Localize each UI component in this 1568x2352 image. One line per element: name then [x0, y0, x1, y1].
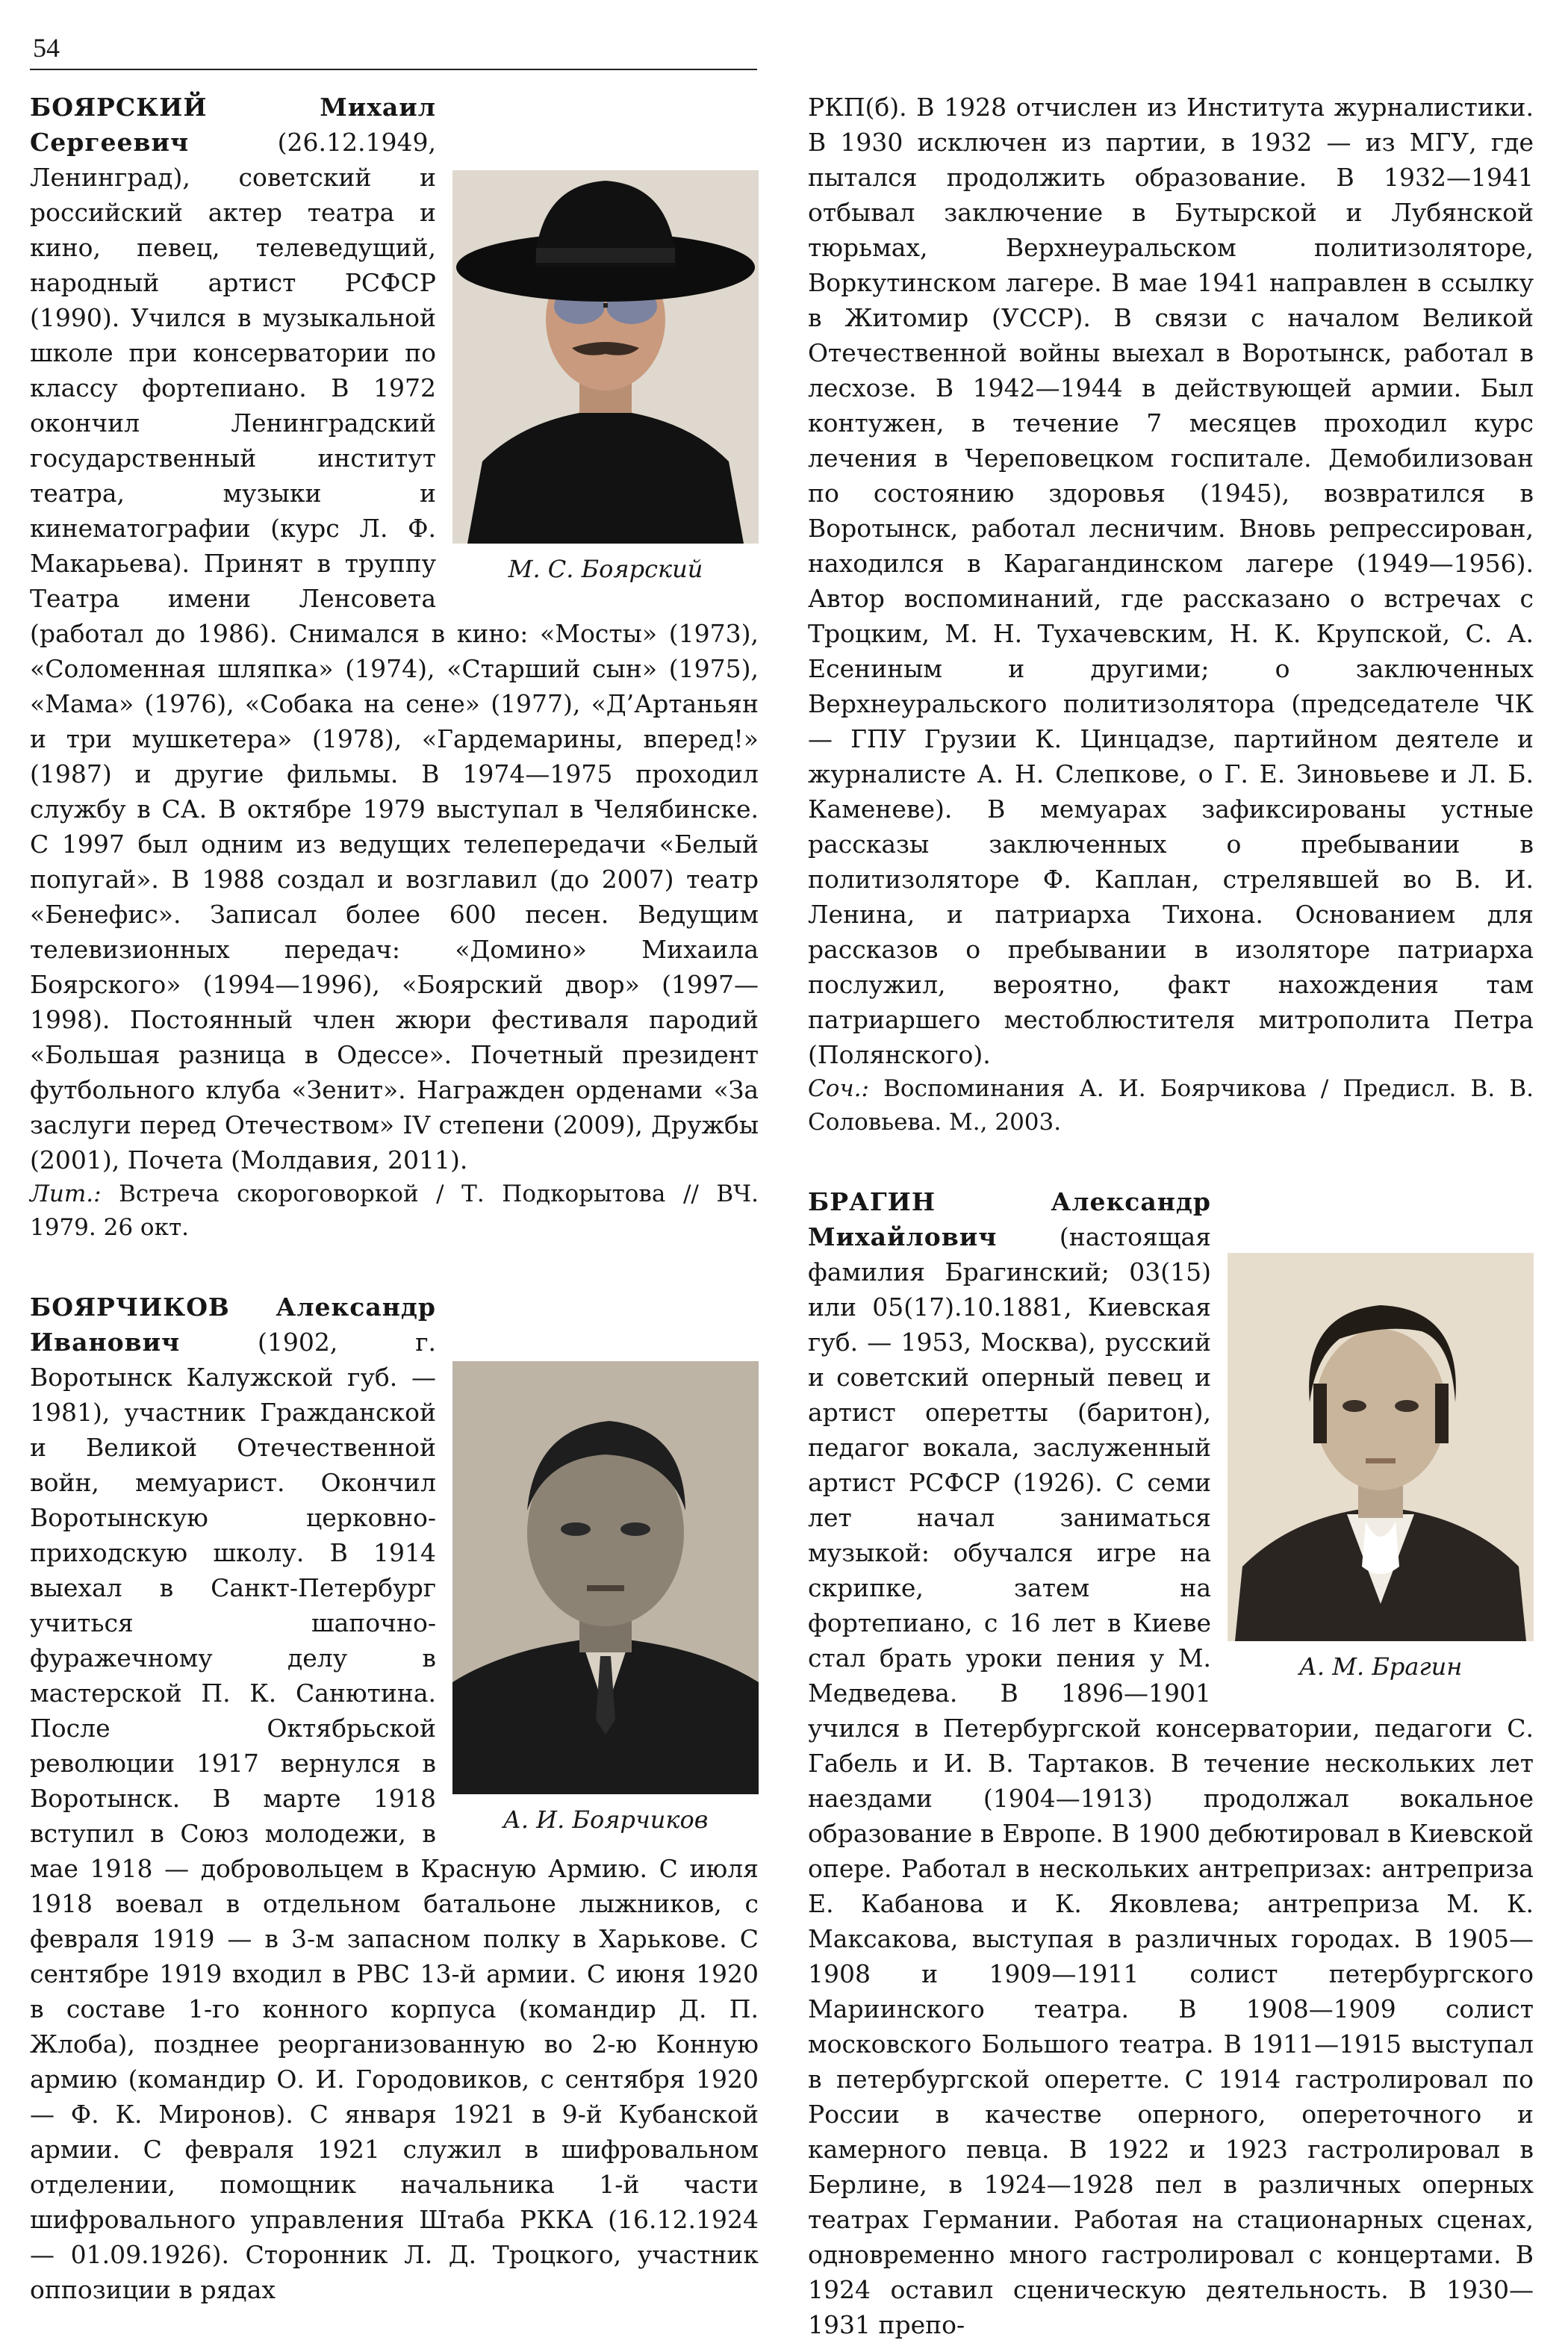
boyarsky-headword: БОЯРСКИЙ Михаил Сергеевич: [30, 93, 436, 157]
entry-boyarsky: [30, 90, 759, 1245]
boyarchikov-photo: [452, 1361, 759, 1794]
bragin-body: (настоящая фамилия Брагинский; 03(15) или 05(17).10.1881, Киевская губ. — 1953, Москва), русский и советский оперный певец и артист оперетты (баритон), педагог вокала, заслуженный артист РСФСР (1926). С семи лет начал заниматься музыкой: обучался игре на скрипке, затем на фортепиано, с 16 лет в Киеве стал брать уроки пения у М. Медведева. В 1896—1901 учился в Петербургской консерватории, педагоги С. Габель и И. В. Тартаков. В течение нескольких лет наездами (1904—1913) продолжал вокальное образование в Европе. В 1900 дебютировал в Киевской опере. Работал в нескольких антрепризах: антреприза Е. Кабанова и К. Яковлева; антреприза М. К. Максакова, выступая в различных городах. В 1905—1908 и 1909—1911 солист петербургского Мариинского театра. В 1908—1909 солист московского Большого театра. В 1911—1915 выступал в петербургской оперетте. С 1914 гастролировал по России в качестве оперного, опереточного и камерного певца. В 1922 и 1923 гастролировал в Берлине, в 1924—1928 пел в различных оперных театрах Германии. Работая на стационарных сценах, одновременно много гастролировал с концертами. В 1924 оставил сценическую деятельность. В 1930—1931 препо-: [808, 1222, 1534, 2339]
header-rule: [30, 69, 757, 70]
boyarchikov-caption: А. И. Боярчиков: [503, 1805, 709, 1834]
boyarsky-photo: [452, 170, 759, 544]
right-column: [808, 90, 1534, 2339]
boyarchikov-text-continued: РКП(б). В 1928 отчислен из Института журналистики. В 1930 исключен из партии, в 1932 — из МГУ, где пытался продолжить образование. В 1932—1941 отбывал заключение в Бутырской и Лубянской тюрьмах, Верхнеуральском политизоляторе, Воркутинском лагере. В мае 1941 направлен в ссылку в Житомир (УССР). В связи с началом Великой Отечественной войны выехал в Воротынск, работал в лесхозе. В 1942—1944 в действующей армии. Был контужен, в течение 7 месяцев проходил курс лечения в Череповецком госпитале. Демобилизован по состоянию здоровья (1945), возвратился в Воротынск, работал лесничим. Вновь репрессирован, находился в Карагандинском лагере (1949—1956). Автор воспоминаний, где рассказано о встречах с Троцким, М. Н. Тухачевским, Н. К. Крупской, С. А. Есениным и другими; о заключенных Верхнеуральского политизолятора (председателе ЧК — ГПУ Грузии К. Цинцадзе, партийном деятеле и журналисте А. Н. Слепкове, о Г. Е. Зиновьеве и Л. Б. Каменеве). В мемуарах зафиксированы устные рассказы заключенных о пребывании в политизоляторе Ф. Каплан, стрелявшей во В. И. Ленина, и патриарха Тихона. Основанием для рассказов о пребывании в изоляторе патриарха послужил, вероятно, факт нахождения там патриаршего местоблюстителя митрополита Петра (Полянского).: [808, 93, 1534, 1069]
entry-boyarchikov: [30, 1289, 759, 2307]
boyarsky-caption: М. С. Боярский: [508, 555, 703, 583]
boyarsky-lit-label: Лит.:: [30, 1180, 102, 1207]
page-number: 54: [33, 33, 60, 63]
entry-spacer: [30, 1245, 759, 1289]
boyarchikov-body: (1902, г. Воротынск Калужской губ. — 1981), участник Гражданской и Великой Отечественной войн, мемуарист. Окончил Воротынскую церковно-приходскую школу. В 1914 выехал в Санкт-Петербург учиться шапочно-фуражечному делу в мастерской П. К. Санютина. После Октябрьской революции 1917 вернулся в Воротынск. В марте 1918 вступил в Союз молодежи, в мае 1918 — добровольцем в Красную Армию. С июля 1918 воевал в отдельном батальоне лыжников, с февраля 1919 — в 3-м запасном полку в Харькове. С сентябре 1919 входил в РВС 13-й армии. С июня 1920 в составе 1-го конного корпуса (командир Д. П. Жлоба), позднее реорганизованную во 2-ю Конную армию (командир О. И. Городовиков, с сентября 1920 — Ф. К. Миронов). С января 1921 в 9-й Кубанской армии. С февраля 1921 служил в шифровальном отделении, помощник начальника 1-й части шифровального управления Штаба РККА (16.12.1924 — 01.09.1926). Сторонник Л. Д. Троцкого, участник оппозиции в рядах: [30, 1328, 759, 2304]
boyarsky-figure: [452, 170, 759, 585]
entry-bragin: [808, 1184, 1534, 2342]
bragin-caption: А. М. Брагин: [1298, 1652, 1463, 1681]
boyarchikov-works-text: Воспоминания А. И. Боярчикова / Предисл. В. В. Соловьева. М., 2003.: [808, 1075, 1534, 1136]
left-column: [30, 90, 759, 2322]
entry-boyarchikov-continued: [808, 90, 1534, 1139]
boyarchikov-works: [808, 1072, 1534, 1139]
entry-spacer: [808, 1139, 1534, 1184]
bragin-headword: БРАГИН Александр Михайлович: [808, 1187, 1211, 1251]
bragin-photo: [1228, 1253, 1534, 1641]
boyarchikov-headword: БОЯРЧИКОВ Александр Иванович: [30, 1292, 436, 1357]
bragin-figure: [1228, 1253, 1534, 1683]
boyarsky-literature: [30, 1177, 759, 1245]
boyarsky-lit-text: Встреча скороговоркой / Т. Подкорытова // ВЧ. 1979. 26 окт.: [30, 1180, 759, 1241]
boyarchikov-figure: [452, 1361, 759, 1836]
boyarsky-body: (26.12.1949, Ленинград), советский и российский актер театра и кино, певец, телеведущий, народный артист РСФСР (1990). Учился в музыкальной школе при консерватории по классу фортепиано. В 1972 окончил Ленинградский государственный институт театра, музыки и кинематографии (курс Л. Ф. Макарьева). Принят в труппу Театра имени Ленсовета (работал до 1986). Снимался в кино: «Мосты» (1973), «Соломенная шляпка» (1974), «Старший сын» (1975), «Мама» (1976), «Собака на сене» (1977), «Д’Артаньян и три мушкетера» (1978), «Гардемарины, вперед!» (1987) и другие фильмы. В 1974—1975 проходил службу в СА. В октябре 1979 выступал в Челябинске. С 1997 был одним из ведущих телепередачи «Белый попугай». В 1988 создал и возглавил (до 2007) театр «Бенефис». Записал более 600 песен. Ведущим телевизионных передач: «Домино» Михаила Боярского» (1994—1996), «Боярский двор» (1997—1998). Постоянный член жюри фестиваля пародий «Большая разница в Одессе». Почетный президент футбольного клуба «Зенит». Награжден орденами «За заслуги перед Отечеством» IV степени (2009), Дружбы (2001), Почета (Молдавия, 2011).: [30, 128, 759, 1175]
boyarchikov-works-label: Соч.:: [808, 1075, 869, 1102]
